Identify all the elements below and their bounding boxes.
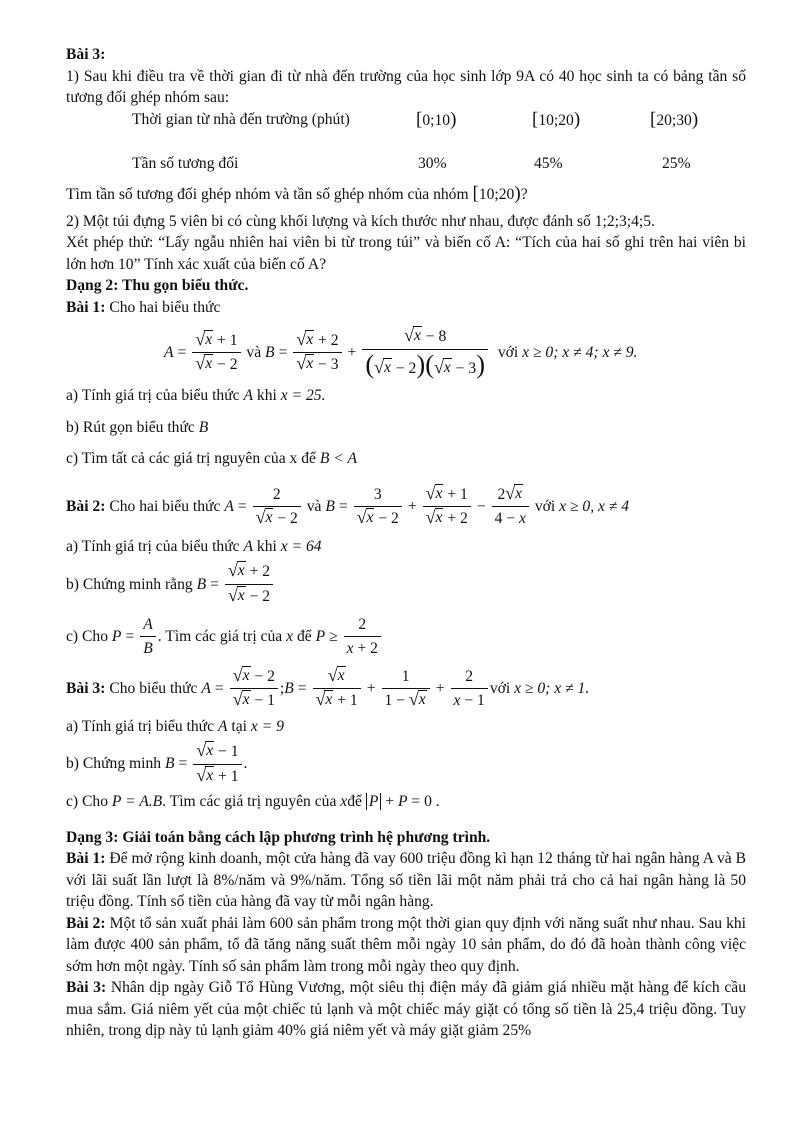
- question-1-text: 1) Sau khi điều tra về thời gian đi từ nhà đến trường của học sinh lớp 9A có 40 học sinh ta có bảng tần số tương đối ghép nhóm sau:: [66, 67, 746, 107]
- exercise-3-part-c: c) Cho P = A.B. Tìm các giá trị nguyên của xđể P + P = 0 .: [66, 793, 440, 811]
- frequency-table: [66, 109, 746, 181]
- table-row-label-frequency: Tần số tương đối: [132, 154, 239, 172]
- exercise-title: Bài 3:: [66, 46, 106, 63]
- exercise-2-part-a: a) Tính giá trị của biểu thức A khi x = 64: [66, 537, 322, 555]
- table-row-label-time: Thời gian từ nhà đến trường (phút): [132, 110, 350, 128]
- exercise-2-intro: Bài 2: Cho hai biểu thức A = 2 √ x − 2 và B = 3 √ x − 2 + √ x + 1 √ x + 2 − 2 √ x 4 − x với x ≥ 0, x ≠ 4: [66, 484, 746, 530]
- table-interval-2: [10;20): [532, 108, 581, 130]
- exercise-1-part-b: b) Rút gọn biểu thức B: [66, 418, 209, 436]
- exercise-2-part-b: b) Chứng minh rằng B = √ x + 2 √ x − 2: [66, 561, 746, 607]
- exercise-3-part-a: a) Tính giá trị biểu thức A tại x = 9: [66, 717, 284, 735]
- exercise-d3-3: Bài 3: Nhân dịp ngày Giỗ Tổ Hùng Vương, một siêu thị điện máy đã giảm giá nhiều mặt hàng để kích cầu mua sắm. Giá niêm yết của một chiếc tủ lạnh và một chiếc máy giặt có tổng số tiền là 25,4 triệu đồng. Tuy nhiên, trong dịp này tủ lạnh giảm 40% giá niêm yết và máy giặt giảm 25%: [66, 979, 747, 1040]
- exercise-1-part-a: a) Tính giá trị của biểu thức A khi x = 25.: [66, 387, 326, 405]
- table-value-3: 25%: [662, 154, 691, 172]
- exercise-1-intro: Bài 1: Cho hai biểu thức: [66, 298, 221, 316]
- question-2-line1: 2) Một túi đựng 5 viên bi có cùng khối lượng và kích thước như nhau, được đánh số 1;2;3;4;5.: [66, 212, 655, 230]
- exercise-1-formula: A = √ x + 1 √ x − 2 và B = √ x + 2 √ x − 3 + √ x − 8 ( √ x − 2)( √ x − 3) với x ≥ 0; x ≠ 4; x ≠ 9.: [164, 325, 638, 379]
- exercise-d3-1: Bài 1: Để mở rộng kinh doanh, một cửa hàng đã vay 600 triệu đồng kì hạn 12 tháng từ hai ngân hàng A và B với lãi suất lần lượt là 8%/năm và 9%/năm. Tổng số tiền lãi một năm phải trả cho cả hai ngân hàng là 50 triệu đồng. Tính số tiền của hàng đã vay từ mỗi ngân hàng.: [66, 850, 746, 911]
- exercise-3-intro: Bài 3: Cho biểu thức A = √ x − 2 √ x − 1 ; B = √ x √ x + 1 + 1 1 − √ x + $\frac{2}{x - 1}$ với x ≥ 0; x ≠ 1.: [66, 666, 746, 712]
- section-heading-2: Dạng 2: Thu gọn biểu thức.: [66, 277, 249, 295]
- exercise-2-part-c: c) Cho P = $\frac{A}{B}$ . Tìm các giá trị của x để P ≥ $\frac{2}{x + 2}$: [66, 614, 746, 660]
- exercise-3-part-b: b) Chứng minh B = √ x − 1 √ x + 1 .: [66, 741, 746, 787]
- table-value-2: 45%: [534, 154, 563, 172]
- table-interval-3: [20;30): [650, 108, 699, 130]
- exercise-d3-2: Bài 2: Một tổ sản xuất phải làm 600 sản phẩm trong một thời gian quy định với năng suất như nhau. Sau khi làm được 400 sản phẩm, tổ đã tăng năng suất thêm mỗi ngày 10 sản phẩm, do đó đã hoàn thành công việc sớm hơn một ngày. Tính số sản phẩm làm trong mỗi ngày theo quy định.: [66, 914, 747, 975]
- table-value-1: 30%: [418, 154, 447, 172]
- document-page: [66, 44, 746, 1042]
- question-1-ask: Tìm tần số tương đối ghép nhóm và tần số ghép nhóm của nhóm [10;20)?: [66, 182, 528, 204]
- table-interval-1: [0;10): [416, 108, 457, 130]
- question-2-line2: Xét phép thử: “Lấy ngẫu nhiên hai viên bi từ trong túi” và biến cố A: “Tích của hai số ghi trên hai viên bi lớn hơn 10” Tính xác xuất của biến cố A?: [66, 234, 746, 273]
- section-heading-3: Dạng 3: Giải toán bằng cách lập phương trình hệ phương trình.: [66, 828, 491, 846]
- exercise-1-part-c: c) Tìm tất cả các giá trị nguyên của x để B < A: [66, 450, 357, 468]
